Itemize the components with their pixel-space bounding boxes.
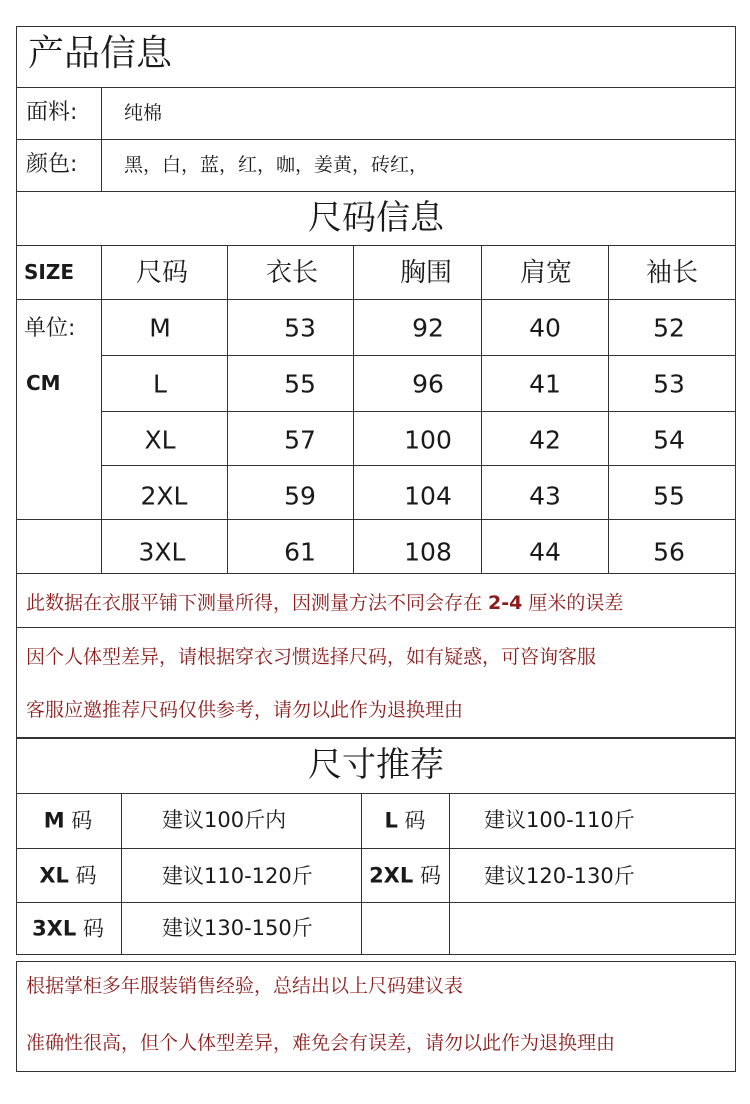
table-cell: 41 [529,369,561,399]
unit-cm: CM [26,371,61,395]
table-cell: 53 [284,313,316,343]
error-range: 2-4 [488,592,523,614]
table-cell: 44 [529,537,561,567]
header-sleeve: 袖长 [645,258,699,288]
table-cell: L [153,369,167,399]
recommend-advice: 建议130-150斤 [162,916,313,940]
table-cell: 40 [529,313,561,343]
recommend-advice: 建议100-110斤 [484,808,635,832]
size-info-title: 尺码信息 [308,198,444,238]
color-value: 黑，白，蓝，红，咖，姜黄，砖红， [124,154,429,176]
table-cell: XL [144,425,176,455]
table-cell: 61 [284,537,316,567]
table-cell: 42 [529,425,561,455]
recommend-title: 尺寸推荐 [308,745,444,785]
color-label: 颜色: [26,152,78,177]
table-cell: M [149,313,171,343]
table-cell: 3XL [138,537,186,567]
table-cell: 59 [284,481,316,511]
header-size: 尺码 [135,258,189,288]
note-line-2: 因个人体型差异，请根据穿衣习惯选择尺码，如有疑惑，可咨询客服 [26,646,597,668]
table-cell: 56 [653,537,685,567]
recommend-size: 3XL 码 [32,916,104,941]
note-line-3: 客服应邀推荐尺码仅供参考，请勿以此作为退换理由 [26,699,464,721]
footer-line-2: 准确性很高，但个人体型差异，难免会有误差，请勿以此作为退换理由 [26,1032,616,1054]
recommend-advice: 建议110-120斤 [162,864,313,888]
table-cell: 55 [653,481,685,511]
upper-block [16,26,736,738]
table-cell: 57 [284,425,316,455]
size-header: SIZE [24,260,75,284]
table-cell: 100 [404,425,452,455]
table-cell: 96 [412,369,444,399]
table-cell: 54 [653,425,685,455]
table-cell: 92 [412,313,444,343]
recommend-size: XL 码 [39,863,97,888]
footer-line-1: 根据掌柜多年服装销售经验，总结出以上尺码建议表 [26,975,464,997]
table-cell: 108 [404,537,452,567]
product-info-title: 产品信息 [28,33,173,74]
table-cell: 2XL [140,481,188,511]
unit-label: 单位: [24,316,76,341]
fabric-value: 纯棉 [124,102,163,124]
table-cell: 43 [529,481,561,511]
recommend-advice: 建议120-130斤 [484,864,635,888]
table-cell: 53 [653,369,685,399]
recommend-size: L 码 [384,808,426,833]
recommend-advice: 建议100斤内 [162,808,287,832]
table-cell: 104 [404,481,452,511]
header-chest: 胸围 [399,258,453,288]
note-line-1 [26,594,623,613]
table-cell: 52 [653,313,685,343]
table-cell: 55 [284,369,316,399]
recommend-size: M 码 [43,808,93,833]
note-text: 此数据在衣服平铺下测量所得，因测量方法不同会存在 2-4 厘米的误差 [26,592,624,614]
fabric-label: 面料: [26,100,78,125]
header-length: 衣长 [265,258,319,288]
header-shoulder: 肩宽 [519,258,573,288]
recommend-size: 2XL 码 [369,863,441,888]
